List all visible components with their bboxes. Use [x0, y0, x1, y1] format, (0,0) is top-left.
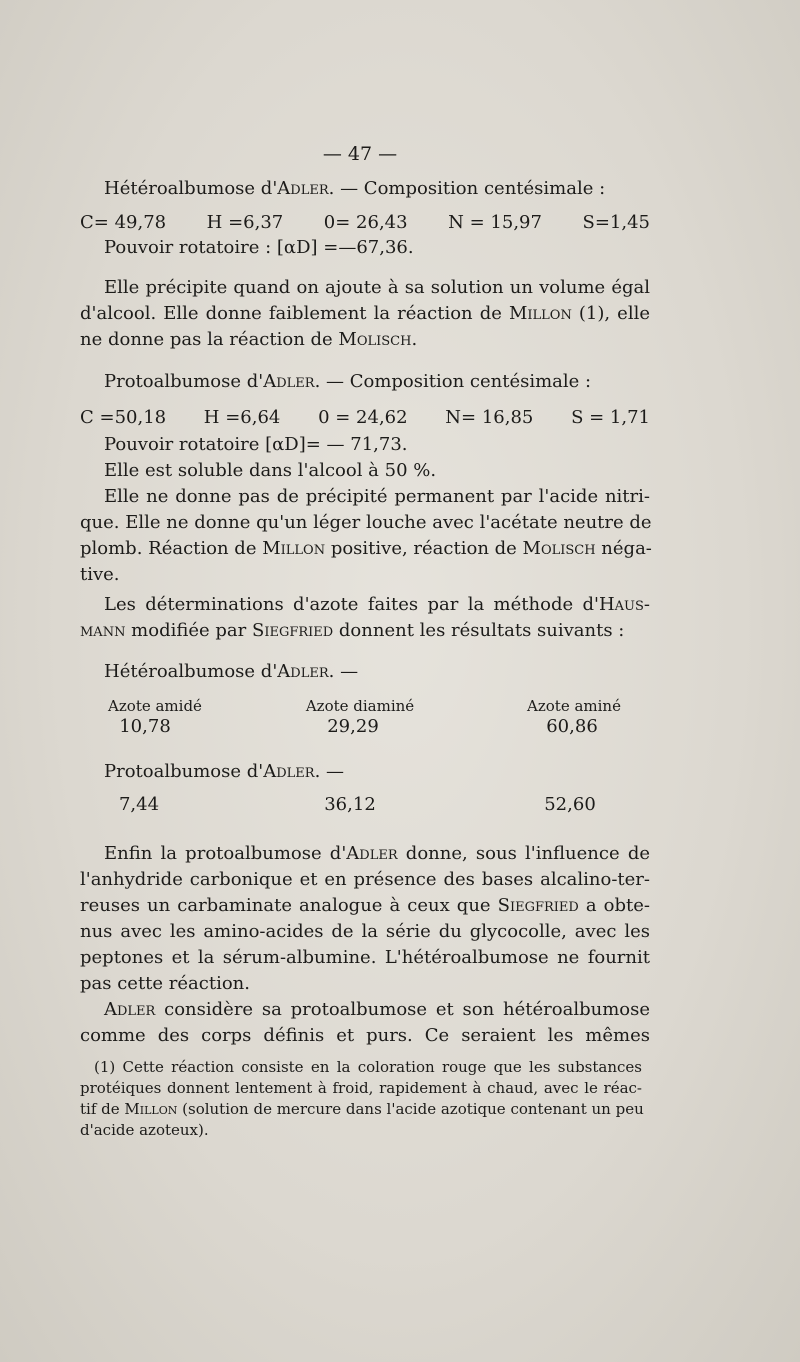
- paragraph-line: Elle précipite quand on ajoute à sa solution un volume égal: [104, 277, 650, 298]
- result-value: 10,78: [119, 716, 171, 737]
- paragraph-line: mann modifiée par Siegfried donnent les résultats suivants :: [80, 620, 625, 641]
- paragraph-line: Les déterminations d'azote faites par la méthode d'Haus-: [104, 594, 650, 615]
- paragraph-line: l'anhydride carbonique et en présence des bases alcalino-ter-: [80, 869, 650, 890]
- paragraph-line: d'alcool. Elle donne faiblement la réaction de Millon (1), elle: [80, 303, 650, 324]
- paragraph-line: que. Elle ne donne qu'un léger louche avec l'acétate neutre de: [80, 512, 652, 533]
- protoalbumose-composition: C =50,18 H =6,64 0 = 24,62 N= 16,85 S = 1,71: [80, 407, 650, 428]
- heteroalbumose-rotation: Pouvoir rotatoire : [αD] =—67,36.: [104, 237, 414, 258]
- result-value: 7,44: [118, 794, 160, 815]
- results-hetero-label: Hétéroalbumose d'Adler. —: [104, 661, 359, 682]
- footnote-line: protéiques donnent lentement à froid, rapidement à chaud, avec le réac-: [80, 1079, 642, 1097]
- footnote-line: d'acide azoteux).: [80, 1121, 209, 1139]
- paragraph-line: comme des corps définis et purs. Ce seraient les mêmes: [80, 1025, 650, 1046]
- protoalbumose-solubility: Elle est soluble dans l'alcool à 50 %.: [104, 460, 437, 481]
- protoalbumose-rotation: Pouvoir rotatoire [αD]= — 71,73.: [104, 434, 408, 455]
- result-value: 60,86: [546, 716, 598, 737]
- paragraph-line: ne donne pas la réaction de Molisch.: [80, 329, 418, 350]
- paragraph-line: pas cette réaction.: [80, 973, 250, 994]
- heteroalbumose-composition: C= 49,78 H =6,37 0= 26,43 N = 15,97 S=1,45: [80, 212, 650, 233]
- footnote-line: tif de Millon (solution de mercure dans l'acide azotique contenant un peu: [80, 1100, 644, 1118]
- paragraph-line: reuses un carbaminate analogue à ceux que Siegfried a obte-: [80, 895, 650, 916]
- paragraph-line: Adler considère sa protoalbumose et son hétéroalbumose: [104, 999, 650, 1020]
- paragraph-line: peptones et la sérum-albumine. L'hétéroalbumose ne fournit: [80, 947, 650, 968]
- paragraph-line: Enfin la protoalbumose d'Adler donne, sous l'influence de: [104, 843, 650, 864]
- column-header: Azote aminé: [527, 697, 621, 715]
- column-header: Azote diaminé: [305, 697, 415, 715]
- result-value: 36,12: [324, 794, 376, 815]
- paragraph-line: tive.: [80, 564, 120, 585]
- protoalbumose-heading: Protoalbumose d'Adler. — Composition centésimale :: [104, 371, 592, 392]
- heteroalbumose-heading: Hétéroalbumose d'Adler. — Composition centésimale :: [104, 178, 606, 199]
- paragraph-line: plomb. Réaction de Millon positive, réaction de Molisch néga-: [80, 538, 652, 559]
- column-header: Azote amidé: [108, 697, 202, 715]
- result-value: 52,60: [544, 794, 596, 815]
- page-number: — 47 —: [322, 143, 398, 165]
- result-value: 29,29: [327, 716, 379, 737]
- paragraph-line: nus avec les amino-acides de la série du glycocolle, avec les: [80, 921, 650, 942]
- paragraph-line: Elle ne donne pas de précipité permanent par l'acide nitri-: [104, 486, 650, 507]
- results-proto-label: Protoalbumose d'Adler. —: [104, 761, 345, 782]
- footnote-line: (1) Cette réaction consiste en la coloration rouge que les substances: [94, 1058, 642, 1076]
